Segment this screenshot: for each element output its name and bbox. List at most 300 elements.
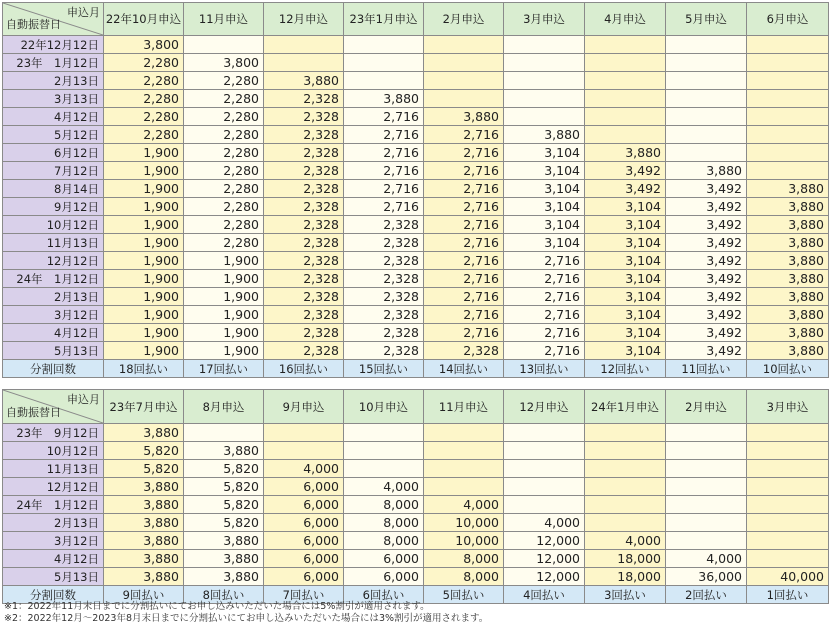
amount-cell: 3,880 [747, 270, 829, 288]
installments-count: 13回払い [504, 360, 585, 378]
amount-cell: 3,880 [184, 550, 264, 568]
amount-cell: 5,820 [104, 442, 184, 460]
table-row [3, 234, 829, 252]
amount-cell: 2,716 [424, 252, 504, 270]
installments-count: 7回払い [264, 586, 344, 604]
installments-count: 10回払い [747, 360, 829, 378]
amount-cell: 3,104 [585, 306, 666, 324]
table-row [3, 144, 829, 162]
amount-cell: 2,716 [424, 198, 504, 216]
amount-cell: 2,328 [264, 216, 344, 234]
amount-cell: 3,880 [344, 90, 424, 108]
amount-cell [747, 126, 829, 144]
amount-cell [666, 126, 747, 144]
table-row [3, 198, 829, 216]
amount-cell: 2,280 [104, 90, 184, 108]
amount-cell: 6,000 [264, 478, 344, 496]
amount-cell: 3,492 [666, 324, 747, 342]
amount-cell [504, 478, 585, 496]
amount-cell: 3,880 [747, 234, 829, 252]
amount-cell [747, 108, 829, 126]
amount-cell: 2,716 [424, 180, 504, 198]
table-row [3, 342, 829, 360]
amount-cell: 2,716 [344, 126, 424, 144]
amount-cell: 1,900 [184, 270, 264, 288]
amount-cell: 2,280 [184, 126, 264, 144]
table-row [3, 36, 829, 54]
amount-cell: 5,820 [184, 478, 264, 496]
amount-cell: 1,900 [104, 162, 184, 180]
amount-cell: 3,492 [666, 306, 747, 324]
row-label: 2月13日 [3, 72, 104, 90]
amount-cell: 3,880 [424, 108, 504, 126]
row-label: 4月12日 [3, 108, 104, 126]
row-label: 5月12日 [3, 126, 104, 144]
column-header: 2月申込 [424, 3, 504, 36]
row-label: 23年 9月12日 [3, 424, 104, 442]
installments-count: 15回払い [344, 360, 424, 378]
amount-cell: 2,716 [504, 324, 585, 342]
amount-cell: 2,716 [344, 108, 424, 126]
amount-cell: 2,328 [264, 342, 344, 360]
amount-cell: 6,000 [264, 514, 344, 532]
amount-cell: 3,880 [104, 550, 184, 568]
amount-cell: 40,000 [747, 568, 829, 586]
installment-table-1 [2, 2, 829, 378]
amount-cell: 3,880 [585, 144, 666, 162]
amount-cell [264, 442, 344, 460]
row-label: 8月14日 [3, 180, 104, 198]
amount-cell: 3,104 [504, 162, 585, 180]
column-header: 22年10月申込 [104, 3, 184, 36]
column-header: 6月申込 [747, 3, 829, 36]
amount-cell: 2,328 [264, 288, 344, 306]
column-header: 8月申込 [184, 390, 264, 424]
amount-cell [747, 162, 829, 180]
amount-cell: 3,492 [666, 234, 747, 252]
amount-cell [344, 442, 424, 460]
amount-cell: 2,328 [424, 342, 504, 360]
amount-cell [747, 144, 829, 162]
amount-cell: 3,492 [666, 288, 747, 306]
installments-count: 17回払い [184, 360, 264, 378]
amount-cell: 2,280 [104, 108, 184, 126]
row-label: 4月12日 [3, 550, 104, 568]
amount-cell: 2,280 [184, 180, 264, 198]
amount-cell [344, 460, 424, 478]
amount-cell: 3,492 [666, 252, 747, 270]
amount-cell: 3,104 [585, 288, 666, 306]
amount-cell: 2,716 [424, 216, 504, 234]
table-row [3, 306, 829, 324]
amount-cell: 3,104 [504, 198, 585, 216]
amount-cell [585, 424, 666, 442]
amount-cell [264, 36, 344, 54]
amount-cell: 2,280 [104, 54, 184, 72]
column-header: 2月申込 [666, 390, 747, 424]
amount-cell: 2,328 [264, 162, 344, 180]
table-row [3, 90, 829, 108]
amount-cell: 2,280 [184, 198, 264, 216]
row-label: 3月12日 [3, 306, 104, 324]
amount-cell: 1,900 [104, 180, 184, 198]
amount-cell: 3,104 [504, 216, 585, 234]
amount-cell: 2,716 [424, 126, 504, 144]
amount-cell [666, 496, 747, 514]
table-row [3, 424, 829, 442]
amount-cell: 3,880 [747, 342, 829, 360]
column-header: 12月申込 [504, 390, 585, 424]
amount-cell: 3,104 [504, 234, 585, 252]
table-row [3, 568, 829, 586]
amount-cell: 2,280 [104, 72, 184, 90]
amount-cell [424, 478, 504, 496]
amount-cell: 3,880 [184, 442, 264, 460]
row-label: 12月12日 [3, 252, 104, 270]
amount-cell: 5,820 [184, 460, 264, 478]
amount-cell: 2,716 [344, 162, 424, 180]
amount-cell: 2,328 [344, 216, 424, 234]
row-label: 11月13日 [3, 234, 104, 252]
amount-cell [504, 442, 585, 460]
corner-bottom-label: 自動振替日 [6, 18, 61, 31]
amount-cell: 2,328 [264, 270, 344, 288]
amount-cell: 3,104 [585, 198, 666, 216]
amount-cell: 18,000 [585, 550, 666, 568]
amount-cell: 2,716 [424, 324, 504, 342]
row-label: 11月13日 [3, 460, 104, 478]
amount-cell [504, 496, 585, 514]
amount-cell: 6,000 [264, 568, 344, 586]
amount-cell: 2,328 [344, 270, 424, 288]
amount-cell: 2,716 [424, 234, 504, 252]
table-row [3, 252, 829, 270]
amount-cell [344, 424, 424, 442]
amount-cell: 10,000 [424, 514, 504, 532]
amount-cell [424, 72, 504, 90]
amount-cell [666, 144, 747, 162]
amount-cell: 2,328 [264, 126, 344, 144]
column-header: 5月申込 [666, 3, 747, 36]
amount-cell: 8,000 [344, 514, 424, 532]
amount-cell [424, 424, 504, 442]
row-label: 22年12月12日 [3, 36, 104, 54]
amount-cell: 2,716 [424, 162, 504, 180]
table-row [3, 162, 829, 180]
amount-cell: 3,492 [666, 342, 747, 360]
amount-cell: 3,104 [504, 144, 585, 162]
column-header: 3月申込 [747, 390, 829, 424]
amount-cell [264, 424, 344, 442]
amount-cell: 3,880 [104, 514, 184, 532]
row-label: 7月12日 [3, 162, 104, 180]
amount-cell [585, 90, 666, 108]
amount-cell [424, 460, 504, 478]
amount-cell: 2,280 [184, 216, 264, 234]
amount-cell: 4,000 [666, 550, 747, 568]
amount-cell: 12,000 [504, 568, 585, 586]
amount-cell: 3,880 [104, 532, 184, 550]
amount-cell: 1,900 [104, 234, 184, 252]
amount-cell: 1,900 [104, 216, 184, 234]
installments-count: 9回払い [104, 586, 184, 604]
amount-cell [666, 72, 747, 90]
amount-cell: 3,104 [585, 252, 666, 270]
installments-count: 3回払い [585, 586, 666, 604]
column-header: 11月申込 [184, 3, 264, 36]
amount-cell [585, 514, 666, 532]
row-label: 2月13日 [3, 514, 104, 532]
amount-cell: 3,880 [747, 324, 829, 342]
amount-cell: 8,000 [344, 496, 424, 514]
amount-cell: 12,000 [504, 550, 585, 568]
amount-cell: 2,716 [504, 342, 585, 360]
table-row [3, 514, 829, 532]
amount-cell [585, 442, 666, 460]
column-header: 23年1月申込 [344, 3, 424, 36]
amount-cell: 2,328 [264, 108, 344, 126]
row-label: 6月12日 [3, 144, 104, 162]
amount-cell [585, 126, 666, 144]
amount-cell [504, 90, 585, 108]
amount-cell [264, 54, 344, 72]
row-label: 12月12日 [3, 478, 104, 496]
row-label: 10月12日 [3, 442, 104, 460]
amount-cell: 2,716 [424, 270, 504, 288]
amount-cell [666, 36, 747, 54]
header-row [3, 3, 829, 36]
amount-cell: 2,280 [184, 144, 264, 162]
amount-cell [747, 442, 829, 460]
amount-cell: 3,880 [264, 72, 344, 90]
table-row [3, 496, 829, 514]
amount-cell: 2,328 [264, 144, 344, 162]
amount-cell: 2,280 [184, 234, 264, 252]
installments-label: 分割回数 [3, 360, 104, 378]
amount-cell [666, 54, 747, 72]
installments-label: 分割回数 [3, 586, 104, 604]
amount-cell: 6,000 [264, 532, 344, 550]
amount-cell [585, 54, 666, 72]
amount-cell: 2,328 [344, 306, 424, 324]
amount-cell [666, 514, 747, 532]
amount-cell: 12,000 [504, 532, 585, 550]
installments-count: 5回払い [424, 586, 504, 604]
amount-cell: 1,900 [104, 324, 184, 342]
amount-cell: 3,880 [666, 162, 747, 180]
amount-cell: 6,000 [344, 568, 424, 586]
table-row [3, 532, 829, 550]
amount-cell: 3,880 [747, 252, 829, 270]
amount-cell: 6,000 [264, 550, 344, 568]
amount-cell [666, 108, 747, 126]
amount-cell: 2,328 [264, 306, 344, 324]
amount-cell: 3,880 [747, 180, 829, 198]
row-label: 5月13日 [3, 568, 104, 586]
amount-cell: 2,328 [344, 324, 424, 342]
amount-cell: 2,328 [264, 198, 344, 216]
amount-cell: 1,900 [184, 324, 264, 342]
amount-cell [184, 424, 264, 442]
amount-cell: 4,000 [424, 496, 504, 514]
amount-cell: 2,328 [264, 180, 344, 198]
amount-cell: 2,716 [504, 306, 585, 324]
amount-cell [666, 460, 747, 478]
column-header: 24年1月申込 [585, 390, 666, 424]
amount-cell: 3,880 [104, 478, 184, 496]
amount-cell: 6,000 [344, 550, 424, 568]
amount-cell: 3,880 [747, 216, 829, 234]
column-header: 10月申込 [344, 390, 424, 424]
installments-count: 18回払い [104, 360, 184, 378]
amount-cell: 4,000 [344, 478, 424, 496]
amount-cell: 2,716 [424, 288, 504, 306]
amount-cell: 1,900 [104, 270, 184, 288]
amount-cell: 3,492 [585, 162, 666, 180]
row-label: 24年 1月12日 [3, 496, 104, 514]
amount-cell [666, 424, 747, 442]
amount-cell [747, 54, 829, 72]
row-label: 5月13日 [3, 342, 104, 360]
amount-cell [747, 72, 829, 90]
installments-row [3, 360, 829, 378]
amount-cell: 1,900 [104, 252, 184, 270]
amount-cell: 3,880 [747, 288, 829, 306]
amount-cell: 6,000 [264, 496, 344, 514]
amount-cell: 8,000 [424, 550, 504, 568]
amount-cell: 2,716 [504, 270, 585, 288]
amount-cell [424, 90, 504, 108]
amount-cell: 3,880 [747, 198, 829, 216]
amount-cell [747, 460, 829, 478]
amount-cell: 2,328 [264, 234, 344, 252]
table-row [3, 442, 829, 460]
installments-count: 6回払い [344, 586, 424, 604]
installments-count: 14回払い [424, 360, 504, 378]
amount-cell [424, 442, 504, 460]
amount-cell: 2,328 [264, 252, 344, 270]
row-label: 24年 1月12日 [3, 270, 104, 288]
table-row [3, 550, 829, 568]
amount-cell: 2,716 [344, 198, 424, 216]
amount-cell: 3,880 [184, 568, 264, 586]
amount-cell: 5,820 [104, 460, 184, 478]
amount-cell: 2,328 [344, 234, 424, 252]
amount-cell: 2,280 [184, 72, 264, 90]
column-header: 4月申込 [585, 3, 666, 36]
amount-cell: 36,000 [666, 568, 747, 586]
row-label: 10月12日 [3, 216, 104, 234]
amount-cell: 3,104 [504, 180, 585, 198]
amount-cell: 3,492 [666, 270, 747, 288]
amount-cell: 10,000 [424, 532, 504, 550]
amount-cell [585, 108, 666, 126]
amount-cell: 2,280 [104, 126, 184, 144]
amount-cell [585, 496, 666, 514]
corner-cell [3, 390, 104, 424]
amount-cell [666, 442, 747, 460]
amount-cell [666, 478, 747, 496]
amount-cell: 3,880 [504, 126, 585, 144]
amount-cell [504, 424, 585, 442]
amount-cell: 2,280 [184, 108, 264, 126]
amount-cell: 2,716 [504, 288, 585, 306]
amount-cell [424, 54, 504, 72]
amount-cell: 3,880 [184, 532, 264, 550]
amount-cell: 3,492 [666, 216, 747, 234]
amount-cell: 3,880 [104, 496, 184, 514]
amount-cell [504, 460, 585, 478]
table-row [3, 460, 829, 478]
amount-cell: 8,000 [424, 568, 504, 586]
amount-cell: 3,492 [666, 198, 747, 216]
amount-cell: 3,800 [184, 54, 264, 72]
amount-cell [747, 36, 829, 54]
table-row [3, 288, 829, 306]
amount-cell: 4,000 [264, 460, 344, 478]
amount-cell [344, 54, 424, 72]
amount-cell [585, 72, 666, 90]
amount-cell: 3,104 [585, 216, 666, 234]
table-row [3, 478, 829, 496]
amount-cell: 2,328 [264, 90, 344, 108]
installments-count: 1回払い [747, 586, 829, 604]
amount-cell: 18,000 [585, 568, 666, 586]
installments-count: 16回払い [264, 360, 344, 378]
corner-top-label: 申込月 [67, 6, 100, 19]
header-row [3, 390, 829, 424]
amount-cell: 3,492 [585, 180, 666, 198]
amount-cell: 3,880 [104, 424, 184, 442]
amount-cell: 3,104 [585, 324, 666, 342]
column-header: 3月申込 [504, 3, 585, 36]
amount-cell [747, 424, 829, 442]
amount-cell [424, 36, 504, 54]
amount-cell: 2,716 [424, 144, 504, 162]
table-row [3, 72, 829, 90]
amount-cell: 3,104 [585, 234, 666, 252]
amount-cell [747, 532, 829, 550]
amount-cell [747, 478, 829, 496]
table-row [3, 270, 829, 288]
amount-cell: 2,328 [344, 252, 424, 270]
table-row [3, 126, 829, 144]
amount-cell: 3,104 [585, 270, 666, 288]
amount-cell [504, 36, 585, 54]
row-label: 23年 1月12日 [3, 54, 104, 72]
amount-cell: 3,492 [666, 180, 747, 198]
row-label: 3月12日 [3, 532, 104, 550]
amount-cell [666, 532, 747, 550]
table-row [3, 108, 829, 126]
amount-cell: 2,328 [344, 288, 424, 306]
amount-cell [585, 36, 666, 54]
amount-cell [184, 36, 264, 54]
amount-cell: 3,800 [104, 36, 184, 54]
installments-count: 8回払い [184, 586, 264, 604]
table-row [3, 54, 829, 72]
footnotes [4, 601, 488, 625]
amount-cell [504, 54, 585, 72]
table-row [3, 324, 829, 342]
column-header: 11月申込 [424, 390, 504, 424]
installments-count: 2回払い [666, 586, 747, 604]
installments-count: 12回払い [585, 360, 666, 378]
amount-cell: 1,900 [104, 144, 184, 162]
amount-cell: 1,900 [104, 342, 184, 360]
amount-cell [344, 72, 424, 90]
installments-count: 4回払い [504, 586, 585, 604]
